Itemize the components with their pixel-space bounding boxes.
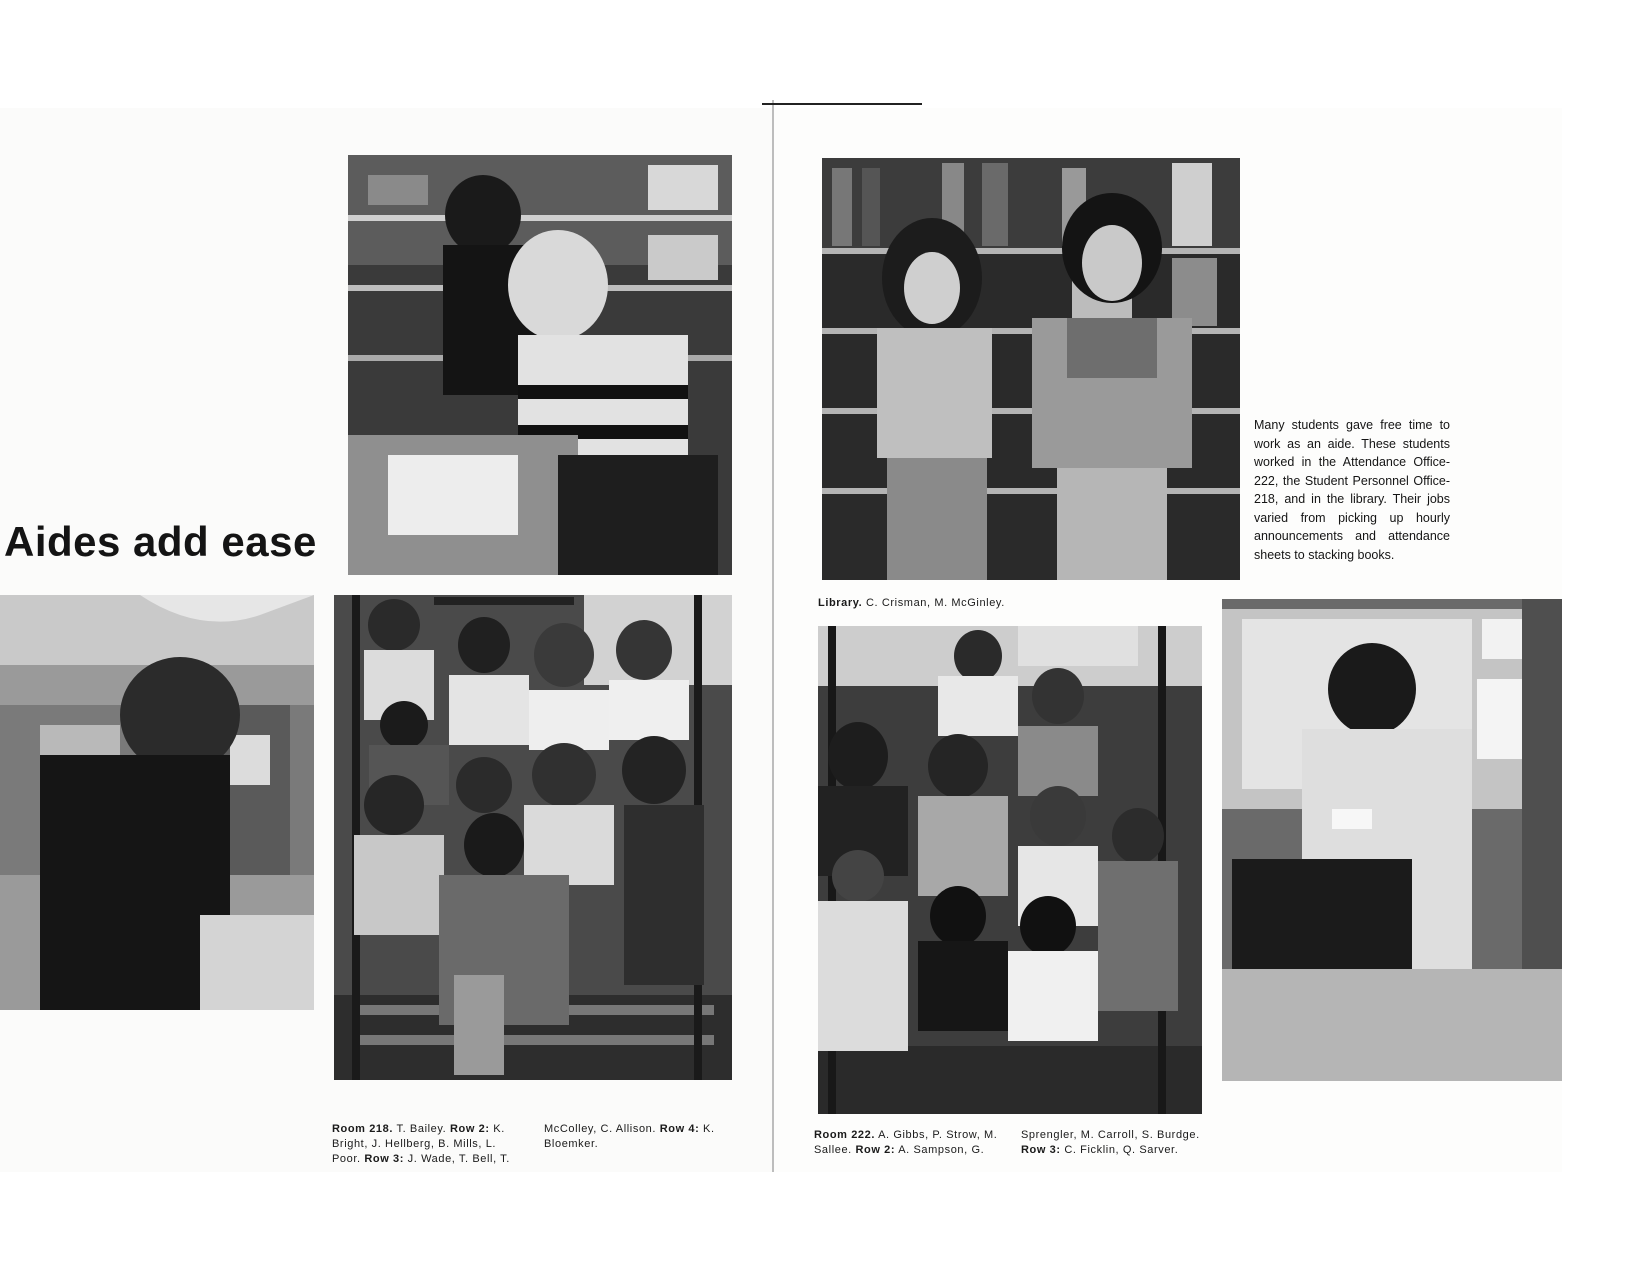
caption-room218-row1: T. Bailey.: [396, 1123, 447, 1135]
caption-room222-row1: A. Gibbs, P. Strow, M. Sallee.: [814, 1129, 998, 1156]
caption-room218-row3-label: Row 3:: [364, 1153, 404, 1165]
caption-room218-row2-label: Row 2:: [449, 1123, 490, 1135]
caption-room218-label: Room 218.: [332, 1123, 394, 1135]
caption-room218-row4-label: Row 4:: [659, 1123, 700, 1135]
caption-room218-row2: K. Bright, J. Hellberg, B. Mills, L. Poor.: [332, 1123, 505, 1165]
page-headline: Aides add ease: [4, 518, 317, 565]
caption-room218-row4: K. Bloemker.: [544, 1123, 715, 1150]
photo-attendance-aide: [1222, 599, 1562, 1081]
caption-room222-row3-label: Row 3:: [1021, 1144, 1061, 1156]
spine-top-rule: [762, 103, 922, 105]
caption-room218-row3: J. Wade, T. Bell, T. McColley, C. Allison.: [407, 1123, 657, 1165]
photo-library-pair: [822, 158, 1240, 580]
caption-room222-row3: C. Ficklin, Q. Sarver.: [1064, 1144, 1179, 1156]
photo-room218-group: [334, 595, 732, 1080]
caption-room218: [332, 1122, 734, 1167]
photo-room222-group: [818, 626, 1202, 1114]
caption-room222-row2: A. Sampson, G. Sprengler, M. Carroll, S. Burdge.: [898, 1129, 1200, 1156]
body-paragraph: Many students gave free time to work as an aide. These students worked in the Attendance Office-222, the Student Personnel Office-218, and in the library. Their jobs varied from picking up hourly announcements and attendance sheets to stacking books.: [1254, 418, 1450, 562]
caption-library: [818, 596, 1048, 611]
caption-room222: [814, 1128, 1206, 1174]
page-spine: [772, 100, 774, 1172]
photo-office-aides: [348, 155, 732, 575]
photo-student-at-desk: [0, 595, 314, 1010]
caption-library-label: Library.: [818, 597, 863, 609]
caption-library-names: C. Crisman, M. McGinley.: [866, 597, 1005, 609]
caption-room222-label: Room 222.: [814, 1129, 876, 1141]
caption-room222-row2-label: Row 2:: [855, 1144, 896, 1156]
